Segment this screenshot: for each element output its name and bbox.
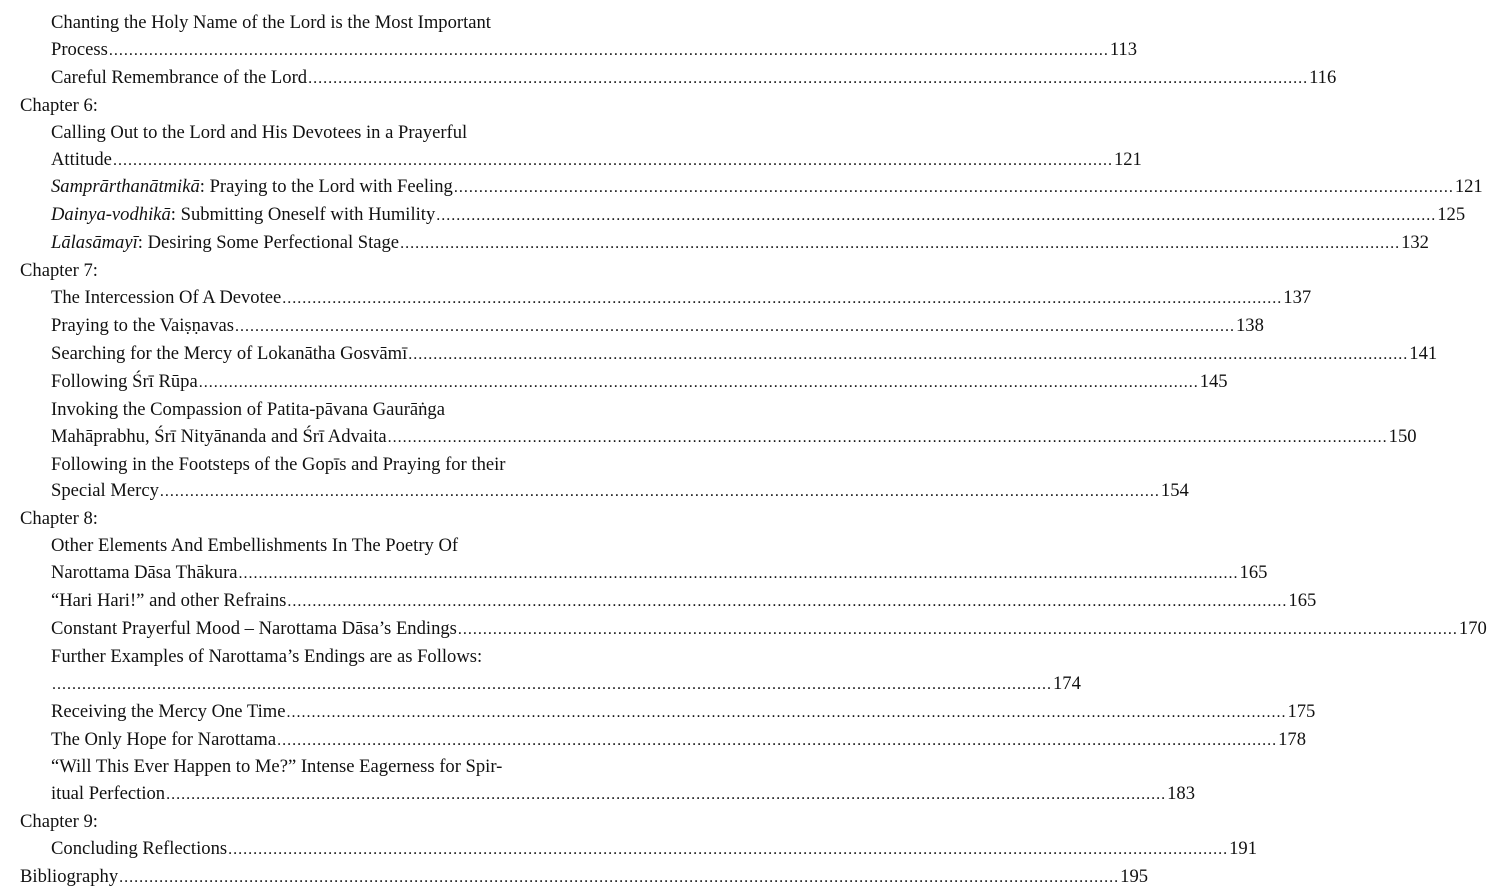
dot-leader: ........................................................................................................................................................................................................ <box>400 235 1401 253</box>
toc-entry-title-text: Praying to the Vaiṣṇavas <box>51 314 234 336</box>
page-number: 191 <box>1229 838 1257 860</box>
dot-leader: ........................................................................................................................................................................................................ <box>235 317 1235 335</box>
toc-entry[interactable] <box>51 397 1417 452</box>
table-of-contents <box>20 10 1487 892</box>
toc-entry-title-text: Attitude <box>51 148 112 170</box>
toc-entry-line <box>51 147 1142 175</box>
toc-entry[interactable] <box>51 10 1138 65</box>
dot-leader: ........................................................................................................................................................................................................ <box>387 428 1388 446</box>
toc-entry-title <box>51 781 165 808</box>
toc-entry-line <box>51 560 1268 588</box>
toc-entry-title <box>51 147 112 174</box>
dot-leader: ........................................................................................................................................................................................................ <box>166 786 1167 804</box>
toc-entry-title-line: “Will This Ever Happen to Me?” Intense Eagerness for Spir- <box>51 756 503 778</box>
toc-entry-title <box>51 699 285 726</box>
toc-entry-title <box>51 202 435 229</box>
toc-entry-title-text: Special Mercy <box>51 480 159 502</box>
toc-entry-title-text: Mahāprabhu, Śrī Nityānanda and Śrī Advaita <box>51 425 387 447</box>
toc-entry-title-text: The Intercession Of A Devotee <box>51 287 282 309</box>
dot-leader: ........................................................................................................................................................................................................ <box>112 151 1113 169</box>
dot-leader: ........................................................................................................................................................................................................ <box>198 373 1199 391</box>
toc-entry-line <box>51 616 1487 644</box>
toc-entry-title-line: Other Elements And Embellishments In The Poetry Of <box>51 535 459 557</box>
dot-leader: ........................................................................................................................................................................................................ <box>286 703 1287 721</box>
toc-entry-line <box>51 313 1264 341</box>
toc-entry-title-italic: Lālasāmayī <box>51 232 138 254</box>
toc-entry[interactable] <box>20 864 1149 892</box>
toc-entry[interactable] <box>51 699 1316 727</box>
toc-entry-title-line: Chanting the Holy Name of the Lord is the Most Important <box>51 12 491 33</box>
toc-entry[interactable] <box>51 727 1307 755</box>
toc-entry-line <box>51 369 1228 397</box>
toc-entry-title-text: : Submitting Oneself with Humility <box>170 204 436 226</box>
dot-leader: ........................................................................................................................................................................................................ <box>282 290 1283 308</box>
page-number: 150 <box>1388 425 1417 447</box>
toc-entry-title <box>51 37 108 64</box>
toc-entry-title-text: “Hari Hari!” and other Refrains <box>51 590 287 612</box>
toc-entry-title-text: Constant Prayerful Mood – Narottama Dāsa’s Endings <box>51 617 457 639</box>
chapter-heading: Chapter 6: <box>20 94 98 116</box>
toc-entry-title-line: Invoking the Compassion of Patita-pāvana Gaurāṅga <box>51 398 445 420</box>
page-number: 141 <box>1409 342 1438 364</box>
page-number: 121 <box>1454 176 1483 198</box>
toc-entry-title-line: Following in the Footsteps of the Gopīs and Praying for their <box>51 453 506 475</box>
page-number: 138 <box>1236 314 1264 336</box>
toc-entry-title-text: Searching for the Mercy of Lokanātha Gosvāmī <box>51 342 408 364</box>
toc-entry-title-text: The Only Hope for Narottama <box>51 728 277 750</box>
dot-leader: ........................................................................................................................................................................................................ <box>108 41 1109 59</box>
toc-entry-line <box>51 836 1257 864</box>
toc-entry[interactable] <box>51 341 1438 369</box>
page-number: 113 <box>1109 38 1138 60</box>
toc-entry-line <box>51 65 1337 93</box>
toc-entry-line <box>51 671 1081 699</box>
dot-leader: ........................................................................................................................................................................................................ <box>119 869 1120 887</box>
toc-entry[interactable] <box>51 120 1142 175</box>
dot-leader: ........................................................................................................................................................................................................ <box>408 345 1409 363</box>
page-number: 183 <box>1167 783 1195 805</box>
toc-entry[interactable] <box>51 230 1429 258</box>
page-number: 170 <box>1458 617 1487 639</box>
toc-entry-line <box>51 781 1195 809</box>
dot-leader: ........................................................................................................................................................................................................ <box>52 675 1052 693</box>
toc-entry-title-text: Concluding Reflections <box>51 838 228 860</box>
toc-entry[interactable] <box>51 65 1337 93</box>
dot-leader: ........................................................................................................................................................................................................ <box>277 731 1278 749</box>
toc-entry-title-text: Narottama Dāsa Thākura <box>51 562 238 584</box>
toc-entry[interactable] <box>51 616 1487 644</box>
toc-entry-title-line: Calling Out to the Lord and His Devotees in a Prayerful <box>51 121 468 143</box>
toc-entry-line <box>51 285 1312 313</box>
toc-entry-title <box>51 560 238 587</box>
toc-entry[interactable] <box>51 285 1312 313</box>
dot-leader: ........................................................................................................................................................................................................ <box>436 207 1437 225</box>
toc-entry-line <box>51 230 1429 258</box>
chapter-heading: Chapter 8: <box>20 508 98 530</box>
toc-entry-line <box>51 174 1483 202</box>
toc-entry[interactable] <box>51 588 1317 616</box>
page-number: 165 <box>1288 590 1317 612</box>
toc-entry-line <box>51 37 1138 65</box>
toc-entry-title <box>51 616 457 643</box>
page-number: 145 <box>1199 370 1228 392</box>
toc-entry-line <box>51 478 1189 506</box>
page-number: 121 <box>1113 148 1142 170</box>
toc-entry-title <box>51 478 159 505</box>
page-number: 165 <box>1239 562 1268 584</box>
toc-entry[interactable] <box>51 644 1081 699</box>
toc-entry-title <box>51 588 286 615</box>
toc-entry[interactable] <box>51 174 1483 202</box>
chapter-heading: Chapter 9: <box>20 811 98 833</box>
page-number: 116 <box>1309 66 1337 88</box>
toc-entry-title <box>51 341 407 368</box>
dot-leader: ........................................................................................................................................................................................................ <box>159 483 1160 501</box>
chapter-heading: Chapter 7: <box>20 260 98 282</box>
toc-entry-line <box>51 699 1316 727</box>
toc-entry-title <box>51 285 281 312</box>
page-number: 137 <box>1283 287 1312 309</box>
page-number: 178 <box>1278 728 1307 750</box>
toc-entry-title-text: : Praying to the Lord with Feeling <box>199 176 453 198</box>
toc-entry-line <box>51 588 1317 616</box>
page-number: 174 <box>1053 672 1081 694</box>
toc-entry-title-text: : Desiring Some Perfectional Stage <box>137 232 400 254</box>
toc-entry-line <box>51 341 1438 369</box>
toc-entry-line <box>51 727 1307 755</box>
toc-entry-title-text: Following Śrī Rūpa <box>51 370 198 392</box>
dot-leader: ........................................................................................................................................................................................................ <box>453 179 1454 197</box>
toc-entry-title <box>51 313 234 340</box>
toc-entry-title <box>51 65 307 92</box>
toc-entry-title <box>51 836 227 863</box>
page-number: 154 <box>1160 480 1189 502</box>
toc-entry[interactable] <box>51 202 1466 230</box>
toc-entry-title-text: itual Perfection <box>51 783 166 805</box>
toc-entry[interactable] <box>51 369 1228 397</box>
page-number: 195 <box>1120 866 1149 888</box>
toc-entry-title-text: Process <box>51 38 108 60</box>
toc-entry-title <box>51 727 276 754</box>
toc-entry-title-text: Receiving the Mercy One Time <box>51 700 286 722</box>
toc-entry-title-text: Bibliography <box>20 866 119 888</box>
page-number: 175 <box>1287 700 1316 722</box>
toc-entry-line <box>51 424 1417 452</box>
dot-leader: ........................................................................................................................................................................................................ <box>228 841 1229 859</box>
page-number: 132 <box>1401 232 1429 254</box>
toc-entry-title-italic: Dainya-vodhikā <box>51 204 171 226</box>
dot-leader: ........................................................................................................................................................................................................ <box>238 565 1239 583</box>
toc-entry-title <box>51 369 198 396</box>
toc-entry-title <box>51 174 453 201</box>
toc-entry-line <box>51 202 1466 230</box>
toc-entry[interactable] <box>51 313 1264 341</box>
toc-entry[interactable] <box>51 452 1189 507</box>
toc-entry[interactable] <box>51 533 1268 588</box>
dot-leader: ........................................................................................................................................................................................................ <box>457 620 1458 638</box>
toc-entry-title-text: Careful Remembrance of the Lord <box>51 66 308 88</box>
toc-entry-title-line: Further Examples of Narottama’s Endings are as Follows: <box>51 645 483 667</box>
dot-leader: ........................................................................................................................................................................................................ <box>287 593 1288 611</box>
toc-entry[interactable] <box>51 754 1195 809</box>
toc-entry[interactable] <box>51 836 1257 864</box>
toc-entry-title <box>51 230 399 257</box>
toc-entry-title <box>51 424 387 451</box>
toc-entry-line <box>20 864 1149 892</box>
toc-entry-title <box>20 864 118 891</box>
toc-entry-title-italic: Samprārthanātmikā <box>51 176 200 198</box>
dot-leader: ........................................................................................................................................................................................................ <box>308 69 1309 87</box>
page-number: 125 <box>1437 204 1466 226</box>
